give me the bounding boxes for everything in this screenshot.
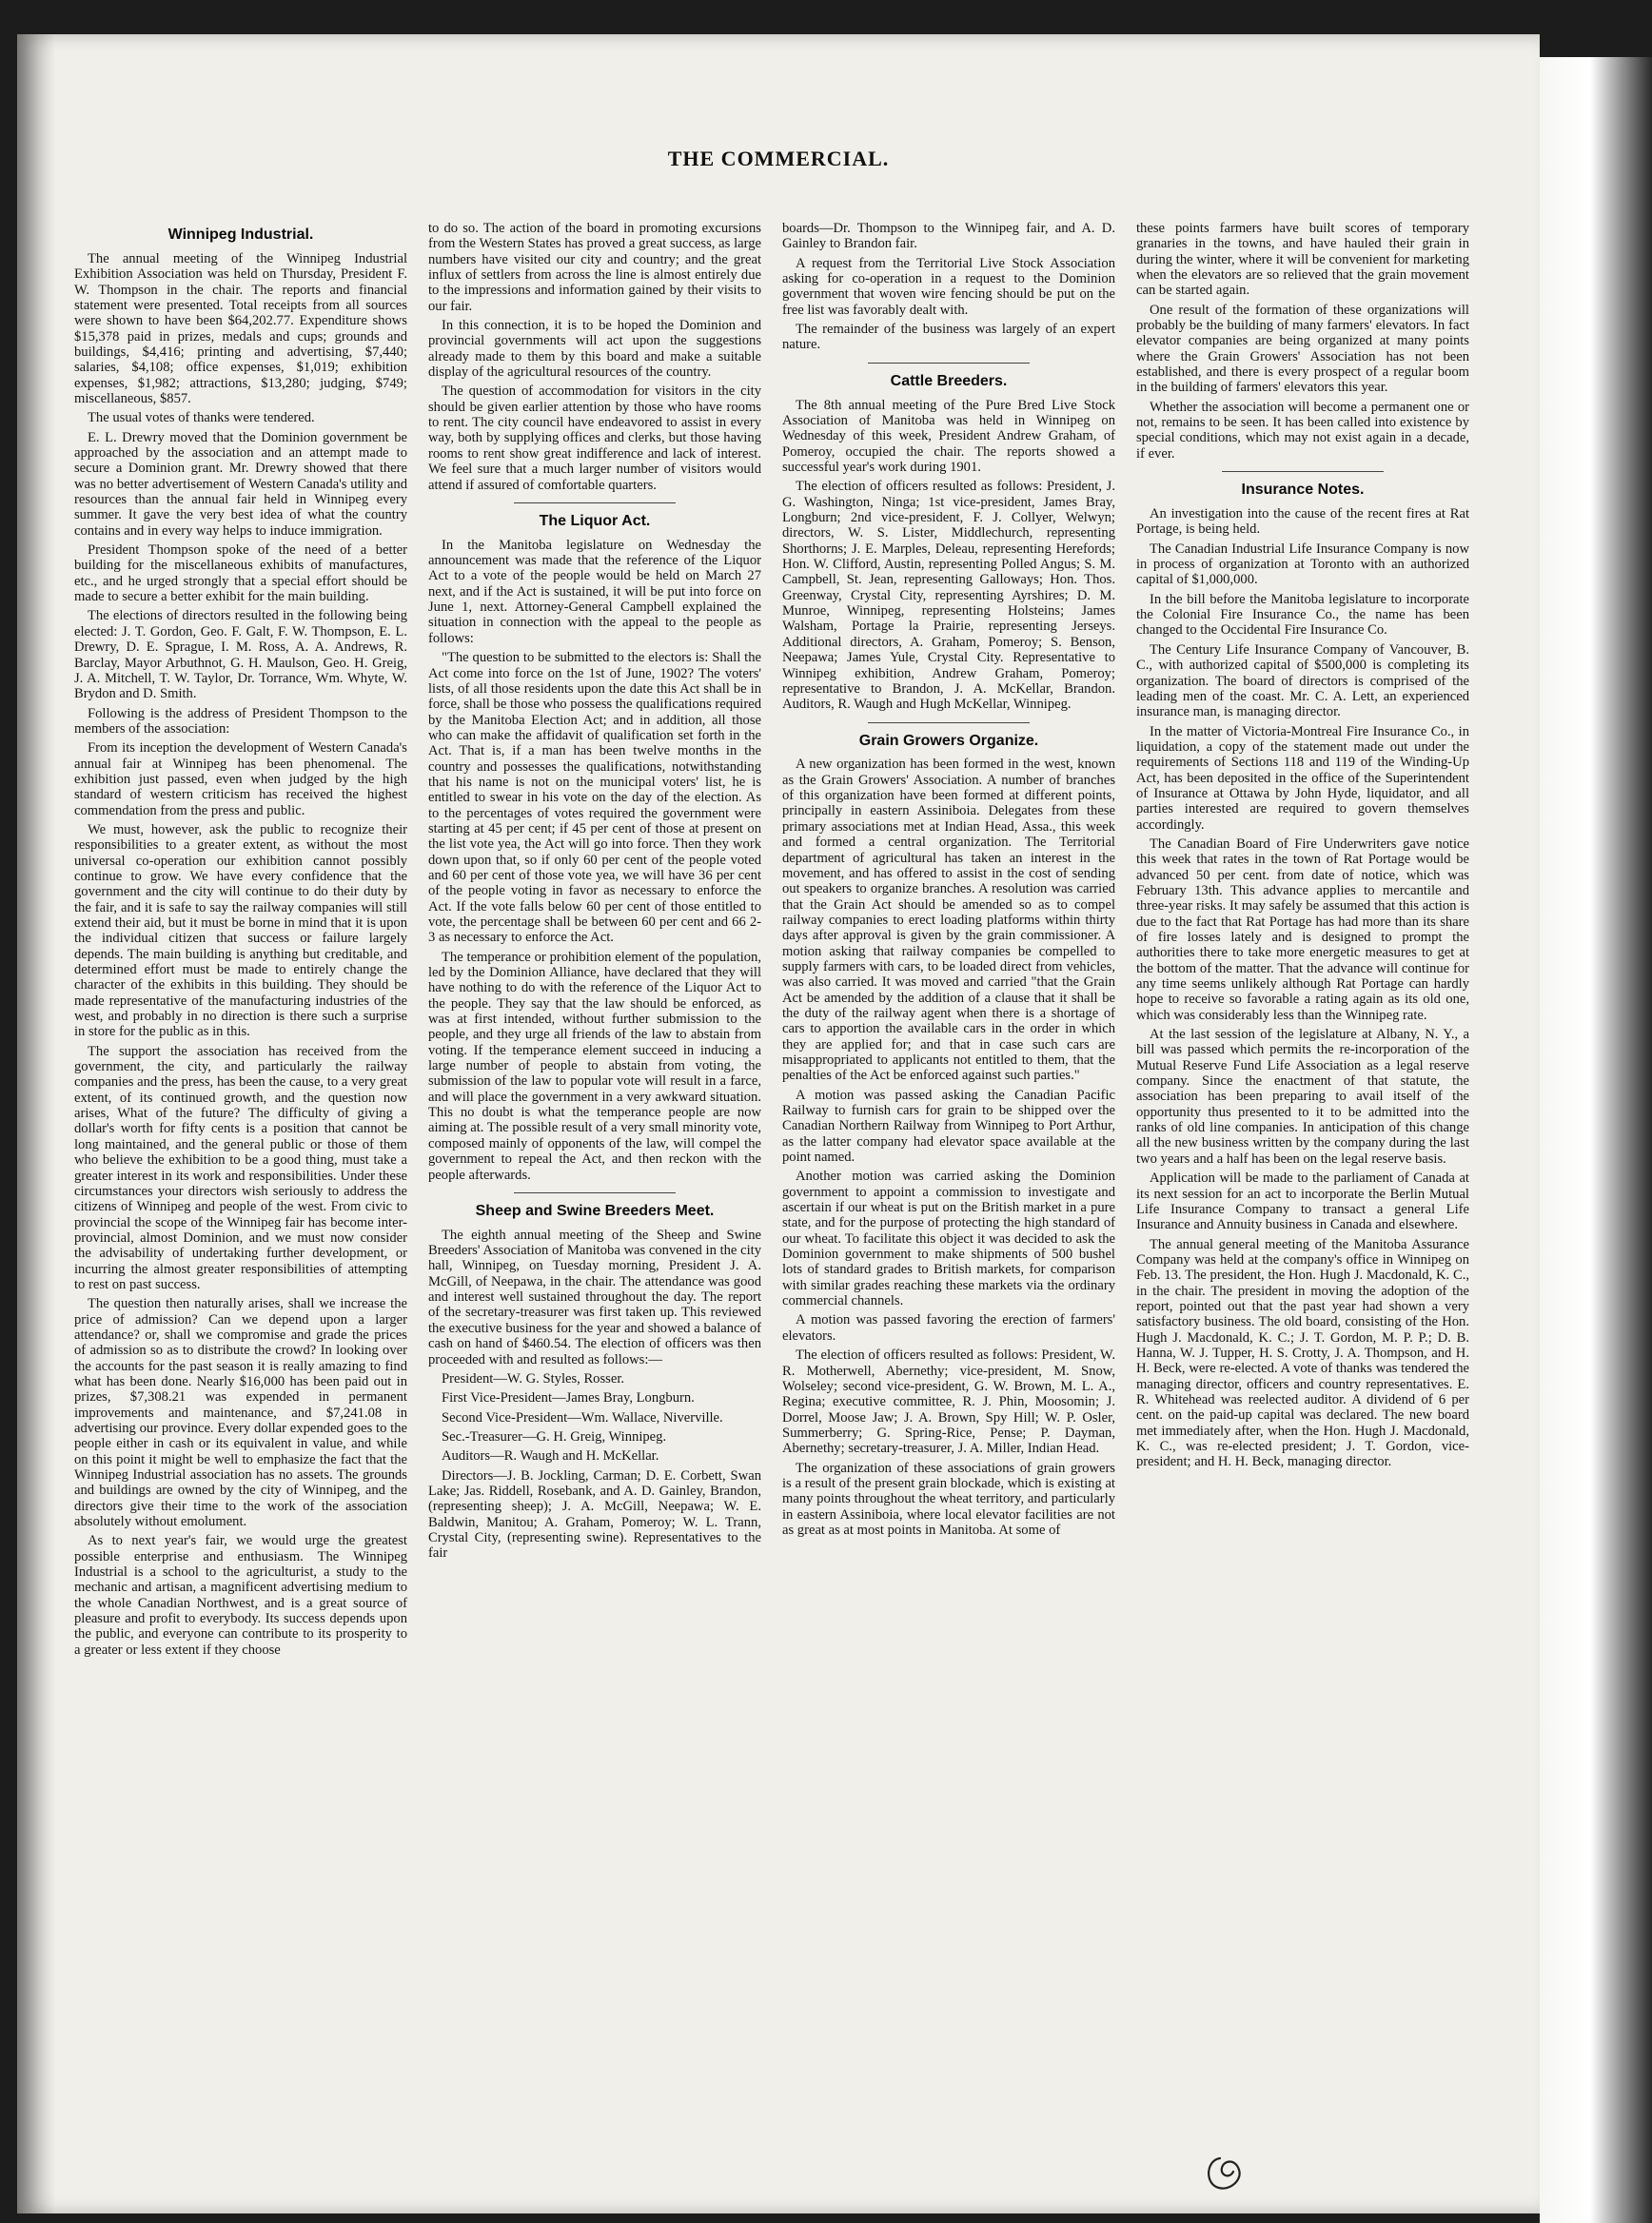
article-paragraph: The elections of directors resulted in the following being elected: J. T. Gordon, Geo. F. Galt, F. W. Thompson, E. L. Drewry, D. E. Sprague, I. M. Ross, A. A. Andrews, R. Barclay, Mayor Arbuthnot, G. H. Maulson, Geo. H. Greig, J. A. Mitchell, T. W. Taylor, Dr. Torrance, Wm. Whyte, W. Brydon and D. Smith. <box>74 608 407 702</box>
article <box>428 221 761 493</box>
article <box>1136 471 1469 1470</box>
article-paragraph: The annual meeting of the Winnipeg Industrial Exhibition Association was held on Thursday, President F. W. Thompson in the chair. The reports and financial statement were presented. Total receipts from all sources were shown to have been $64,202.77. Expenditure shows $15,378 paid in prizes, medals and cups; grounds and buildings, $4,416; printing and advertising, $7,440; salaries, $4,108; office expenses, $1,019; exhibition expenses, $1,982; attractions, $13,280; judging, $749; miscellaneous, $857. <box>74 250 407 406</box>
article-paragraph: The election of officers resulted as follows: President, J. G. Washington, Ninga; 1st vice-president, James Bray, Longburn; 2nd vice-president, F. J. Collyer, Welwyn; directors, W. S. Lister, Middlechurch, representing Shorthorns; J. E. Marples, Deleau, representing Herefords; Hon. W. Clifford, Austin, representing Polled Angus; S. M. Campbell, St. Jean, representing Galloways; Hon. Thos. Greenway, Crystal City, representing Ayrshires; D. M. Munroe, Winnipeg, representing Holsteins; James Walsham, Portage la Prairie, representing Jerseys. Additional directors, A. Graham, Pomeroy; S. Benson, Neepawa; James Yule, Crystal City. Representative to Winnipeg exhibition, Andrew Graham, Pomeroy; representative to Brandon, J. A. McKellar, Brandon. Auditors, R. Waugh and Hugh McKellar, Winnipeg. <box>782 479 1115 713</box>
article-paragraph: From its inception the development of Western Canada's annual fair at Winnipeg has been phenomenal. The exhibition just passed, even when judged by the high standard of western criticism has received the highest commendation from the press and public. <box>74 740 407 818</box>
article-paragraph: The question then naturally arises, shall we increase the price of admission? Can we depend upon a larger attendance? or, shall we compromise and grade the prices of admission so as to distribute the crowd? In looking over the accounts for the past season it is really amazing to find what has been done. Nearly $16,000 has been paid out in prizes, $7,308.21 was expended in permanent improvements and maintenance, and $7,241.08 in advertising our province. Every dollar expended goes to the people either in cash or its equivalent in value, and while on this point it might be well to emphasize the fact that the Winnipeg Industrial association has no assets. The grounds and buildings are owned by the city of Winnipeg, and the directors give their time to the work of the association absolutely without emolument. <box>74 1296 407 1530</box>
column-2 <box>428 221 761 1565</box>
article-paragraph: Another motion was carried asking the Dominion government to appoint a commission to investigate and ascertain if our wheat is put on the British market in a pure state, and for the purpose of protecting the high standard of our wheat. To facilitate this object it was decided to ask the Dominion government to make shipments of 500 bushel lots of standard grades to British markets, for comparison with similar grades reaching these markets via the ordinary commercial channels. <box>782 1169 1115 1309</box>
newspaper-page <box>17 34 1540 2213</box>
article-headline: Sheep and Swine Breeders Meet. <box>475 1202 715 1219</box>
article-paragraph: Application will be made to the parliament of Canada at its next session for an act to incorporate the Berlin Mutual Life Insurance Company to transact a general Life Insurance and Annuity business in Canada and elsewhere. <box>1136 1171 1469 1233</box>
article-headline: The Liquor Act. <box>539 512 651 529</box>
article-paragraph: The question of accommodation for visitors in the city should be given earlier attention by those who have rooms to rent. The city council have endeavored to assist in every way, both by supplying offices and clerks, but those having rooms to rent show great indifference and lack of interest. We feel sure that a much larger number of visitors would attend if assured of comfortable quarters. <box>428 384 761 493</box>
article-paragraph: President Thompson spoke of the need of a better building for the miscellaneous exhibits of manufactures, etc., and he urged strongly that a special effort should be made to secure a better exhibit for the main building. <box>74 542 407 605</box>
article-paragraph: E. L. Drewry moved that the Dominion government be approached by the association and an attempt made to secure a Dominion grant. Mr. Drewry showed that there was no better advertisement of Western Canada's utility and resources than the annual fair held in Winnipeg every summer. It gave the very best idea of what the country contains and in every way helps to induce immigration. <box>74 429 407 539</box>
column-1 <box>74 221 407 1662</box>
article-paragraph: Following is the address of President Thompson to the members of the association: <box>74 705 407 737</box>
article-paragraph: "The question to be submitted to the electors is: Shall the Act come into force on the 1st of June, 1902? The voters' lists, of all those residents upon the date this Act shall be in force, shall be those who possess the qualifications required by the Manitoba Election Act; and in addition, all those who can make the affidavit of qualification set forth in the Act. That is, if a man has been twelve months in the country and possesses the qualifications, notwithstanding that his name is not on the municipal voters' list, he is entitled to swear in his vote on the day of the election. As to the percentages of votes required the government were starting at 45 per cent; if 45 per cent of those at present on the list vote yea, the Act will go into force. Then they work down upon that, so if only 60 per cent of the people voted and 60 per cent of those vote yea, we will have 36 per cent of the people voting in favor as necessary to enforce the Act. If the vote falls below 60 per cent of those entitled to vote, the percentage shall be between 60 per cent and 66 2-3 as necessary to enforce the Act. <box>428 650 761 946</box>
column-3 <box>782 221 1115 1542</box>
masthead: THE COMMERCIAL. <box>667 147 890 170</box>
article-paragraph: The 8th annual meeting of the Pure Bred Live Stock Association of Manitoba was held in Winnipeg on Wednesday of this week, President Andrew Graham, of Pomeroy, occupied the chair. The reports showed a successful year's work during 1901. <box>782 397 1115 476</box>
column-4 <box>1136 221 1469 1474</box>
article-paragraph: Auditors—R. Waugh and H. McKellar. <box>442 1448 659 1465</box>
article-paragraph: President—W. G. Styles, Rosser. <box>442 1370 625 1387</box>
article <box>428 1192 761 1562</box>
article-paragraph: A new organization has been formed in the west, known as the Grain Growers' Association. A number of branches of this organization have been formed at different points, principally in eastern Assiniboia. Delegates from these primary associations met at Indian Head, Assa., this week and formed a central organization. The Territorial department of agricultural has taken an interest in the movement, and has offered to assist in the cost of sending out speakers to organize branches. A resolution was carried that the Grain Act should be amended so as to compel railway companies to erect loading platforms within thirty days after approval is given by the grain commissioner. A motion asking that railway companies be compelled to supply farmers with cars, to be loaded direct from vehicles, was also carried. It was moved and carried "that the Grain Act be amended by the addition of a clause that it shall be the duty of the railway agent when there is a shortage of cars to apportion the available cars in the order in which they are applied for; and that in case such cars are misappropriated to applicants not entitled to them, that the penalties of the Act be enforced against such parties." <box>782 757 1115 1084</box>
article-paragraph: boards—Dr. Thompson to the Winnipeg fair, and A. D. Gainley to Brandon fair. <box>782 221 1115 252</box>
article-headline: Grain Growers Organize. <box>858 732 1039 749</box>
article-headline: Winnipeg Industrial. <box>167 226 314 243</box>
article-paragraph: We must, however, ask the public to recognize their responsibilities to a greater extent, as without the most universal co-operation our exhibition cannot possibly continue to grow. We have every confidence that the government and the city will continue to do their duty by the fair, and it is safe to say the railway companies will still extend their aid, but it must be borne in mind that it is upon the individual citizen that success or failure largely depends. The main building is anything but creditable, and determined effort must be made to entirely change the character of the exhibits in this building. They should be made representative of the manufacturing industries of the west, and probably in no direction is there such a surprise in store for the public as in this. <box>74 821 407 1040</box>
article-paragraph: The remainder of the business was largely of an expert nature. <box>782 322 1115 353</box>
article-paragraph: In this connection, it is to be hoped the Dominion and provincial governments will act upon the suggestions already made to them by this board and make a suitable display of the agricultural resources of the country. <box>428 318 761 381</box>
article-paragraph: A request from the Territorial Live Stock Association asking for co-operation in a request to the Dominion government that woven wire fencing should be put on the free list was favorably dealt with. <box>782 255 1115 318</box>
article-paragraph: In the bill before the Manitoba legislature to incorporate the Colonial Fire Insurance Co., the name has been changed to the Occidental Fire Insurance Co. <box>1136 591 1469 639</box>
article-paragraph: Whether the association will become a permanent one or not, remains to be seen. It has been called into existence by special conditions, which may not exist again in a decade, if ever. <box>1136 399 1469 462</box>
columns <box>74 221 1478 2200</box>
article-paragraph: A motion was passed favoring the erection of farmers' elevators. <box>782 1312 1115 1344</box>
article-paragraph: Directors—J. B. Jockling, Carman; D. E. Corbett, Swan Lake; Jas. Riddell, Rosebank, and A. D. Gainley, Brandon, (representing sheep); J. A. McGill, Neepawa; W. E. Baldwin, Manitou; A. Graham, Pomeroy; W. L. Trann, Crystal City, (representing swine). Representatives to the fair <box>428 1467 761 1562</box>
article-paragraph: A motion was passed asking the Canadian Pacific Railway to furnish cars for grain to be shipped over the Canadian Northern Railway from Winnipeg to Port Arthur, as the latter company had elevator space available at the point named. <box>782 1087 1115 1166</box>
article-paragraph: One result of the formation of these organizations will probably be the building of many farmers' elevators. In fact elevator companies are being organized at many points where the Grain Growers' Association has not been established, and there is every prospect of a regular boom in the building of farmers' elevators this year. <box>1136 302 1469 396</box>
article-paragraph: The temperance or prohibition element of the population, led by the Dominion Alliance, have declared that they will have nothing to do with the reference of the Liquor Act to the people. They say that the law should be enforced, as was at first intended, without further submission to the people, and they urge all friends of the law to abstain from voting. If the temperance element succeed in inducing a large number of people to abstain from voting, the submission of the law to popular vote will result in a farce, and will place the government in a very awkward situation. This no doubt is what the temperance people are now aiming at. The possible result of a very small minority vote, composed mainly of opponents of the law, will compel the government to repeal the Act, and then reckon with the people afterwards. <box>428 949 761 1183</box>
article-paragraph: The Canadian Board of Fire Underwriters gave notice this week that rates in the town of Rat Portage would be advanced 50 per cent. from date of notice, which was February 13th. This advance applies to mercantile and three-year risks. It may safely be assumed that this action is due to the fact that Rat Portage has had more than its share of fire losses lately and is designed to prompt the authorities there to take more energetic measures to get at the bottom of the matter. That the advance will continue for any time seems unlikely although Rat Portage can hardly hope to receive so favorable a rating again as its old one, which was considerably less than the Winnipeg rate. <box>1136 836 1469 1023</box>
article <box>782 221 1115 353</box>
article-paragraph: The annual general meeting of the Manitoba Assurance Company was held at the company's office in Winnipeg on Feb. 13. The president, the Hon. Hugh J. Macdonald, K. C., in the chair. The president in moving the adoption of the report, pointed out that the past year had shown a very satisfactory business. The old board, consisting of the Hon. Hugh J. Macdonald, K. C.; J. T. Gordon, M. P. P.; D. B. Hanna, W. J. Tupper, H. S. Crotty, J. A. Thompson, and H. H. Beck, were re-elected. A vote of thanks was tendered the managing director, officers and country representatives. E. R. Whitehead was reelected auditor. A dividend of 6 per cent. on the paid-up capital was declared. The new board met immediately after, when the Hon. Hugh J. Macdonald, K. C., was re-elected president; J. T. Gordon, vice-president; and H. H. Beck, managing director. <box>1136 1236 1469 1470</box>
article <box>428 502 761 1183</box>
column-rule <box>514 502 676 503</box>
article-headline: Cattle Breeders. <box>890 372 1008 389</box>
article-paragraph: In the matter of Victoria-Montreal Fire Insurance Co., in liquidation, a copy of the statement made out under the requirements of Sections 118 and 119 of the Winding-Up Act, has been deposited in the office of the Superintendent of Insurance at Ottawa by John Hyde, liquidator, and all parties interested are required to govern themselves accordingly. <box>1136 723 1469 833</box>
page-edge <box>1540 57 1652 2223</box>
column-rule <box>868 722 1030 723</box>
article-paragraph: The usual votes of thanks were tendered. <box>88 410 315 426</box>
article-paragraph: At the last session of the legislature at Albany, N. Y., a bill was passed which permits the re-incorporation of the Mutual Reserve Fund Life Association as a legal reserve company. Since the enactment of that statute, the association has been preparing to avail itself of the opportunity thus presented to it to be admitted into the ranks of old line companies. In anticipation of this change all the new business written by the company during the last two years and a half has been on the legal reserve basis. <box>1136 1027 1469 1167</box>
handwritten-mark-icon <box>1201 2153 1247 2194</box>
column-rule <box>1222 471 1384 472</box>
article-paragraph: The organization of these associations of grain growers is a result of the present grain blockade, which is existing at many points throughout the wheat territory, and particularly in eastern Assiniboia, where local elevator facilities are not as great as at most points in Manitoba. At some of <box>782 1460 1115 1538</box>
article-paragraph: Sec.-Treasurer—G. H. Greig, Winnipeg. <box>442 1428 667 1445</box>
article-paragraph: The Canadian Industrial Life Insurance Company is now in process of organization at Toronto with an authorized capital of $1,000,000. <box>1136 541 1469 588</box>
column-rule <box>514 1192 676 1193</box>
article <box>1136 221 1469 462</box>
article-paragraph: The eighth annual meeting of the Sheep and Swine Breeders' Association of Manitoba was convened in the city hall, Winnipeg, on Tuesday morning, President J. A. McGill, of Neepawa, in the chair. The attendance was good and interest well sustained throughout the day. The report of the secretary-treasurer was first taken up. This reviewed the executive business for the year and showed a balance of cash on hand of $460.54. The election of officers was then proceeded with and resulted as follows:— <box>428 1227 761 1367</box>
article-paragraph: In the Manitoba legislature on Wednesday the announcement was made that the reference of the Liquor Act to a vote of the people would be held on March 27 next, and if the Act is sustained, it will be put into force on June 1, next. Attorney-General Campbell explained the situation in connection with the appeal to the people as follows: <box>428 537 761 646</box>
article-paragraph: An investigation into the cause of the recent fires at Rat Portage, is being held. <box>1136 506 1469 538</box>
column-rule <box>868 363 1030 364</box>
article <box>74 226 407 1658</box>
article-paragraph: First Vice-President—James Bray, Longburn. <box>442 1390 695 1407</box>
article-paragraph: The Century Life Insurance Company of Vancouver, B. C., with authorized capital of $500,000 is completing its organization. The board of directors is comprised of the leading men of the coast. Mr. C. A. Lett, an experienced insurance man, is managing director. <box>1136 641 1469 720</box>
article-paragraph: Second Vice-President—Wm. Wallace, Niverville. <box>442 1409 723 1426</box>
article <box>782 722 1115 1539</box>
article-headline: Insurance Notes. <box>1241 482 1365 499</box>
article-paragraph: The support the association has received from the government, the city, and particularly the railway companies and the press, has been the cause, to a very great extent, of its continued growth, and the question now arises, What of the future? The difficulty of giving a dollar's worth for fifty cents is a position that cannot be long maintained, and the general public or those of them who believe the exhibition to be a good thing, must take a greater interest in its work and responsibilities. Under these circumstances your directors wish seriously to address the citizens of Winnipeg and people of the west. From civic to provincial the scope of the Winnipeg fair has become inter-provincial, almost Dominion, and we must now consider the advisability of undertaking further development, or incurring the almost greater responsibilities of attempting to rest on past success. <box>74 1043 407 1292</box>
article-paragraph: to do so. The action of the board in promoting excursions from the Western States has proved a great success, as large numbers have visited our city and country; and the great influx of settlers from across the line is almost entirely due to the impressions and information gained by their visits to our fair. <box>428 221 761 314</box>
article <box>782 363 1115 713</box>
article-paragraph: these points farmers have built scores of temporary granaries in the towns, and have hauled their grain in during the winter, where it will be convenient for marketing when the elevators are so relieved that the grain movement can be started again. <box>1136 221 1469 299</box>
article-paragraph: The election of officers resulted as follows: President, W. R. Motherwell, Abernethy; vice-president, M. Snow, Wolseley; second vice-president, G. W. Brown, M. L. A., Regina; executive committee, R. J. Phin, Moosomin; J. Dorrel, Moose Jaw; J. A. Brown, Spy Hill; W. P. Osler, Summerberry; G. Spring-Rice, Pense; P. Dayman, Abernethy; secretary-treasurer, J. A. Miller, Indian Head. <box>782 1348 1115 1457</box>
article-paragraph: As to next year's fair, we would urge the greatest possible enterprise and enthusiasm. The Winnipeg Industrial is a school to the agriculturist, a study to the mechanic and artisan, a magnificent advertising medium to the whole Canadian Northwest, and is a great source of pleasure and profit to everybody. Its success depends upon the public, and everyone can contribute to its prosperity to a greater or less extent if they choose <box>74 1533 407 1658</box>
